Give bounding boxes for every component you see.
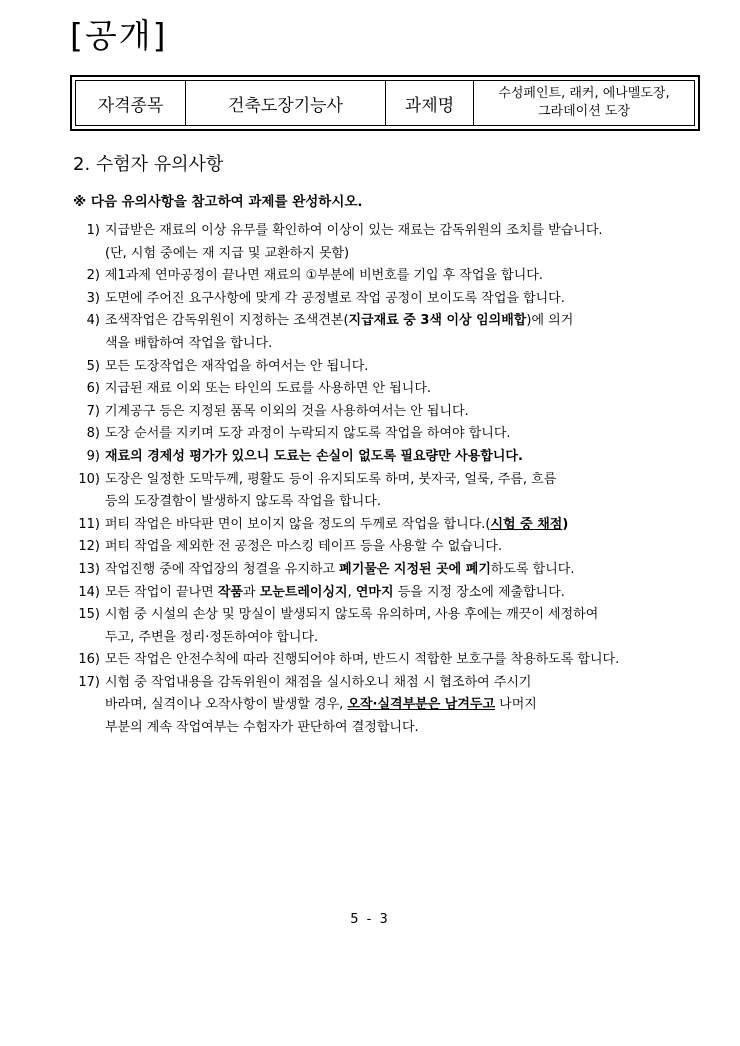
task-label: 과제명 [386,81,474,125]
item-number: 10) [78,471,100,487]
item-number: 12) [78,539,100,555]
list-item [70,604,680,649]
item-text: 모든 작업은 안전수칙에 따라 진행되어야 하며, 반드시 적합한 보호구를 착용하도록 합니다. [105,652,620,668]
item-number: 15) [78,607,100,623]
list-item [70,310,680,355]
item-line: 시험 중 시설의 손상 및 망실이 발생되지 않도록 유의하며, 사용 후에는 깨끗이 세정하여 [105,607,599,623]
item-emphasis: 폐기물은 지정된 곳에 폐기 [339,561,491,577]
item-text [105,559,680,582]
item-underline: 오작·실격부분은 남겨두고 [347,697,496,713]
item-number: 14) [78,584,100,600]
item-emphasis: 작품 [217,584,243,600]
item-line: 등의 도장결함이 발생하지 않도록 작업을 합니다. [105,494,381,510]
item-number: 5) [86,358,100,374]
list-item [70,265,680,288]
item-number: 6) [86,381,100,397]
item-segment: 작업진행 중에 작업장의 청결을 유지하고 [105,561,340,577]
list-item [70,288,680,311]
info-table [70,75,700,131]
item-text: 모든 도장작업은 재작업을 하여서는 안 됩니다. [105,358,369,374]
item-segment: 조색작업은 감독위원이 지정하는 조색견본( [105,313,349,329]
item-line: 두고, 주변을 정리·정돈하여야 합니다. [105,629,319,645]
item-line: 색을 배합하여 작업을 합니다. [105,335,273,351]
list-item [70,423,680,446]
item-text [105,514,680,537]
instruction-note: ※ 다음 유의사항을 참고하여 과제를 완성하시오. [73,194,363,210]
item-segment: 과 [243,584,260,600]
list-item [70,536,680,559]
item-line: 도장은 일정한 도막두께, 평활도 등이 유지되도록 하며, 붓자국, 얼룩, 주름, 흐름 [105,471,557,487]
item-segment: 퍼티 작업은 바닥판 면이 보이지 않을 정도의 두께로 작업을 합니다.( [105,516,491,532]
qualification-value: 건축도장기능사 [186,81,386,125]
item-number: 11) [78,516,100,532]
list-item [70,649,680,672]
item-text [105,220,680,265]
item-number: 2) [86,268,100,284]
item-number: 7) [86,403,100,419]
item-number: 1) [86,223,100,238]
list-item [70,356,680,379]
list-item [70,672,680,740]
item-segment: 모든 작업이 끝나면 [105,584,218,600]
item-segment: 등을 지정 장소에 제출합니다. [393,584,565,600]
public-badge: [공개] [70,16,168,55]
task-value-line1: 수성페인트, 래커, 에나멜도장, [498,86,670,101]
item-text [105,310,680,355]
list-item [70,401,680,424]
item-number: 16) [78,652,100,668]
item-underline: 시험 중 채점 [490,516,563,532]
item-text [105,604,680,649]
item-segment: , [347,584,356,600]
item-emphasis: 연마지 [355,584,394,600]
item-text: 기계공구 등은 지정된 품목 이외의 것을 사용하여서는 안 됩니다. [105,403,469,419]
list-item [70,582,680,605]
item-text: 재료의 경제성 평가가 있으니 도료는 손실이 없도록 필요량만 사용합니다. [105,448,523,464]
section-title: 2. 수험자 유의사항 [73,154,224,175]
item-line: (단, 시험 중에는 재 지급 및 교환하지 못함) [105,245,350,261]
task-value-line2: 그라데이션 도장 [537,104,631,119]
item-text: 제1과제 연마공정이 끝나면 재료의 ①부분에 비번호를 기입 후 작업을 합니다. [105,268,543,284]
item-line: 지급받은 재료의 이상 유무를 확인하여 이상이 있는 재료는 감독위원의 조치를 받습니다. [105,223,603,238]
list-item [70,378,680,401]
list-item [70,469,680,514]
list-item [70,446,680,469]
qualification-label: 자격종목 [76,81,186,125]
task-value [474,81,694,125]
item-number: 17) [78,674,100,690]
item-number: 9) [86,448,100,464]
item-emphasis: 모눈트레이싱지 [259,584,348,600]
list-item [70,220,680,265]
item-text: 도장 순서를 지키며 도장 과정이 누락되지 않도록 작업을 하여야 합니다. [105,426,511,442]
item-number: 8) [86,426,100,442]
item-segment: ) [562,516,569,532]
item-segment: 바라며, 실격이나 오작사항이 발생할 경우, [105,697,348,713]
item-number: 3) [86,290,100,306]
item-number: 13) [78,561,100,577]
list-item [70,514,680,537]
item-text [105,469,680,514]
item-text [105,672,680,740]
item-segment: )에 의거 [526,313,574,329]
item-text [105,582,680,605]
item-text: 도면에 주어진 요구사항에 맞게 각 공정별로 작업 공정이 보이도록 작업을 합니다. [105,290,565,306]
item-line: 시험 중 작업내용을 감독위원이 채점을 실시하오니 채점 시 협조하여 주시기 [105,674,532,690]
item-number: 4) [86,313,100,329]
item-segment: 나머지 [495,697,537,713]
item-line: 부분의 계속 작업여부는 수험자가 판단하여 결정합니다. [105,720,419,736]
info-table-inner [75,80,695,126]
item-segment: 하도록 합니다. [490,561,575,577]
page-number: 5 - 3 [350,912,390,927]
item-text: 퍼티 작업을 제외한 전 공정은 마스킹 테이프 등을 사용할 수 없습니다. [105,539,503,555]
precautions-list [70,220,680,740]
item-text: 지급된 재료 이외 또는 타인의 도료를 사용하면 안 됩니다. [105,381,432,397]
item-emphasis: 지급재료 중 3색 이상 임의배합 [348,313,527,329]
list-item [70,559,680,582]
